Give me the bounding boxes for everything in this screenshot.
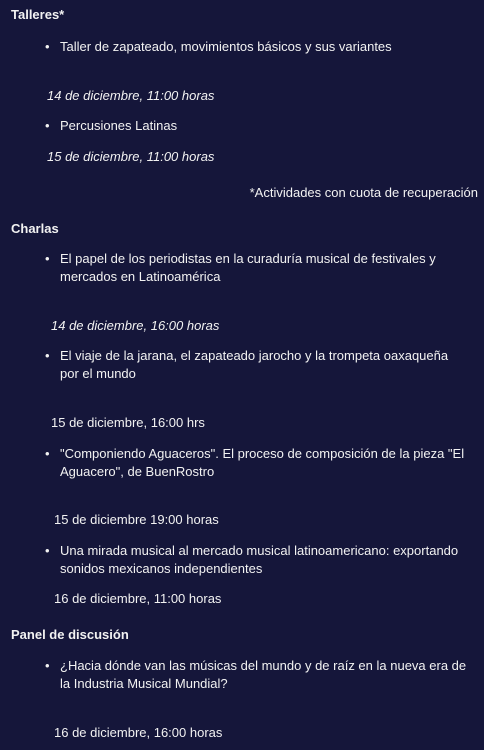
charla-date: 16 de diciembre, 11:00 horas — [54, 591, 222, 606]
charla-title: "Componiendo Aguaceros". El proceso de composición de la pieza "El Aguacero", de BuenRostro — [60, 446, 465, 479]
bullet-icon: • — [45, 118, 50, 133]
charla-date: 14 de diciembre, 16:00 horas — [51, 318, 220, 333]
taller-date: 15 de diciembre, 11:00 horas — [47, 149, 215, 164]
bullet-icon: • — [45, 348, 50, 363]
bullet-icon: • — [45, 543, 50, 558]
panel-date: 16 de diciembre, 16:00 horas — [54, 725, 223, 740]
panel-title: ¿Hacia dónde van las músicas del mundo y de raíz en la nueva era de la Industria Musical Mundial? — [60, 658, 467, 691]
taller-title: Taller de zapateado, movimientos básicos y sus variantes — [60, 39, 392, 54]
charla-date: 15 de diciembre, 16:00 hrs — [51, 415, 205, 430]
taller-date: 14 de diciembre, 11:00 horas — [47, 88, 215, 103]
charla-title: El viaje de la jarana, el zapateado jarocho y la trompeta oaxaqueña por el mundo — [60, 348, 449, 381]
section-heading-talleres: Talleres* — [11, 7, 65, 22]
taller-title: Percusiones Latinas — [60, 118, 178, 133]
charla-title: El papel de los periodistas en la curaduría musical de festivales y mercados en Latinoamérica — [60, 251, 436, 284]
bullet-icon: • — [45, 251, 50, 266]
charla-date: 15 de diciembre 19:00 horas — [54, 512, 219, 527]
cuota-note: *Actividades con cuota de recuperación — [249, 185, 478, 200]
section-heading-charlas: Charlas — [11, 221, 59, 236]
bullet-icon: • — [45, 658, 50, 673]
bullet-icon: • — [45, 39, 50, 54]
bullet-icon: • — [45, 446, 50, 461]
charla-title: Una mirada musical al mercado musical latinoamericano: exportando sonidos mexicanos independientes — [60, 543, 459, 576]
section-heading-panel: Panel de discusión — [11, 627, 129, 642]
